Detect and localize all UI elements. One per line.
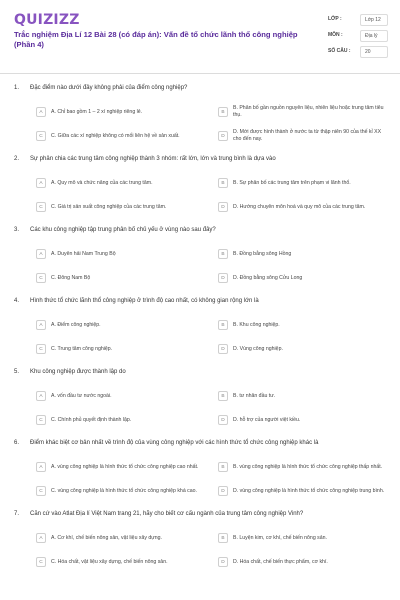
question-text: Các khu công nghiệp tập trung phân bố chủ yếu ở vùng nào sau đây? xyxy=(30,227,216,233)
answer-option[interactable] xyxy=(218,482,386,500)
meta-count-row xyxy=(328,46,388,58)
option-text: C. vùng công nghiệp là hình thức tổ chức công nghiệp khá cao. xyxy=(51,487,197,494)
quizizz-logo: QUIZIZZ xyxy=(14,12,80,28)
option-letter-box[interactable]: B xyxy=(218,249,228,259)
option-letter-box[interactable]: C xyxy=(36,486,46,496)
question-item xyxy=(14,510,386,581)
answer-option[interactable] xyxy=(218,103,386,121)
question-text: Hình thức tổ chức lãnh thổ công nghiệp ở trình độ cao nhất, có không gian rộng lớn là xyxy=(30,298,259,304)
subject-value-field: Địa lý xyxy=(360,30,388,42)
count-label: SỐ CÂU : xyxy=(328,48,351,54)
option-text: B. tư nhân đầu tư. xyxy=(233,392,276,399)
option-letter-box[interactable]: B xyxy=(218,178,228,188)
option-letter-box[interactable]: B xyxy=(218,462,228,472)
answer-option[interactable] xyxy=(36,316,204,334)
question-spacer xyxy=(14,287,386,297)
option-letter-box[interactable]: C xyxy=(36,557,46,567)
question-spacer xyxy=(14,358,386,368)
subject-label: MÔN : xyxy=(328,32,343,38)
option-letter-box[interactable]: D xyxy=(218,273,228,283)
answer-option[interactable] xyxy=(218,553,386,571)
question-number: 2. xyxy=(14,156,20,162)
option-letter-box[interactable]: B xyxy=(218,107,228,117)
question-header xyxy=(14,368,386,384)
option-letter-box[interactable]: A xyxy=(36,107,46,117)
question-number: 3. xyxy=(14,227,20,233)
option-text: A. Cơ khí, chế biến nông sản, vật liệu xây dựng. xyxy=(51,534,162,541)
question-text: Điểm khác biệt cơ bản nhất về trình độ của vùng công nghiệp với các hình thức tổ chức công nghiệp khác là xyxy=(30,440,319,446)
question-text: Khu công nghiệp được thành lập do xyxy=(30,369,126,375)
option-letter-box[interactable]: A xyxy=(36,533,46,543)
answer-options xyxy=(36,245,386,287)
option-text: B. Đồng bằng sông Hồng xyxy=(233,250,292,257)
option-text: B. Khu công nghiệp. xyxy=(233,321,280,328)
option-letter-box[interactable]: D xyxy=(218,344,228,354)
option-text: A. Chỉ bao gồm 1 – 2 xí nghiệp riêng lẻ. xyxy=(51,108,143,115)
option-letter-box[interactable]: A xyxy=(36,178,46,188)
option-letter-box[interactable]: D xyxy=(218,486,228,496)
answer-options xyxy=(36,458,386,500)
option-letter-box[interactable]: B xyxy=(218,320,228,330)
option-letter-box[interactable]: A xyxy=(36,249,46,259)
option-text: C. Hóa chất, vật liệu xây dựng, chế biến nông sản. xyxy=(51,558,168,565)
question-text: Căn cứ vào Atlat Địa lí Việt Nam trang 21, hãy cho biết cơ cấu ngành của trung tâm công nghiệp Vinh? xyxy=(30,511,304,517)
question-header xyxy=(14,84,386,100)
question-spacer xyxy=(14,571,386,581)
option-text: C. Trung tâm công nghiệp. xyxy=(51,345,113,352)
option-text: B. Sự phân bố các trung tâm trên phạm vi lãnh thổ. xyxy=(233,179,351,186)
answer-option[interactable] xyxy=(36,411,204,429)
option-letter-box[interactable]: C xyxy=(36,273,46,283)
class-value-field: Lớp 12 xyxy=(360,14,388,26)
option-text: B. Phân bố gần nguồn nguyên liệu, nhiên liệu hoặc trung tâm tiêu thụ. xyxy=(233,105,384,118)
option-letter-box[interactable]: C xyxy=(36,131,46,141)
answer-option[interactable] xyxy=(36,482,204,500)
question-spacer xyxy=(14,500,386,510)
answer-option[interactable] xyxy=(36,198,204,216)
answer-option[interactable] xyxy=(218,529,386,547)
question-number: 5. xyxy=(14,369,20,375)
option-text: A. Quy mô và chức năng của các trung tâm. xyxy=(51,179,153,186)
option-text: D. Vùng công nghiệp. xyxy=(233,345,283,352)
option-text: D. Hóa chất, chế biến thực phẩm, cơ khí. xyxy=(233,558,328,565)
option-text: C. Giữa các xí nghiệp không có mối liên hệ về sản xuất. xyxy=(51,132,180,139)
worksheet-title: Trắc nghiệm Địa Lí 12 Bài 28 (có đáp án): Vấn đề tổ chức lãnh thổ công nghiệp (Phần 4) xyxy=(14,30,298,49)
answer-option[interactable] xyxy=(36,269,204,287)
question-list xyxy=(0,84,400,581)
meta-class-row xyxy=(328,14,388,26)
question-header xyxy=(14,226,386,242)
option-letter-box[interactable]: A xyxy=(36,391,46,401)
question-spacer xyxy=(14,145,386,155)
answer-option[interactable] xyxy=(36,103,204,121)
option-letter-box[interactable]: B xyxy=(218,533,228,543)
option-letter-box[interactable]: D xyxy=(218,202,228,212)
option-text: B. Luyện kim, cơ khí, chế biến nông sản. xyxy=(233,534,327,541)
option-letter-box[interactable]: D xyxy=(218,415,228,425)
question-number: 6. xyxy=(14,440,20,446)
option-letter-box[interactable]: C xyxy=(36,344,46,354)
question-item xyxy=(14,368,386,439)
question-number: 1. xyxy=(14,85,20,91)
option-letter-box[interactable]: C xyxy=(36,415,46,425)
option-letter-box[interactable]: A xyxy=(36,462,46,472)
answer-option[interactable] xyxy=(36,174,204,192)
question-item xyxy=(14,155,386,226)
question-header xyxy=(14,510,386,526)
question-item xyxy=(14,439,386,510)
answer-option[interactable] xyxy=(218,245,386,263)
count-value-field: 20 xyxy=(360,46,388,58)
answer-option[interactable] xyxy=(36,245,204,263)
answer-option[interactable] xyxy=(218,387,386,405)
question-number: 4. xyxy=(14,298,20,304)
question-number: 7. xyxy=(14,511,20,517)
option-text: C. Chính phủ quyết định thành lập. xyxy=(51,416,132,423)
option-text: A. Duyên hải Nam Trung Bộ xyxy=(51,250,116,257)
option-text: D. vùng công nghiệp là hình thức tổ chức công nghiệp trung bình. xyxy=(233,487,385,494)
answer-option[interactable] xyxy=(36,458,204,476)
option-text: A. vùng công nghiệp là hình thức tổ chức công nghiệp cao nhất. xyxy=(51,463,199,470)
question-item xyxy=(14,297,386,368)
answer-option[interactable] xyxy=(218,127,386,145)
answer-option[interactable] xyxy=(36,127,204,145)
option-text: D. Đồng bằng sông Cửu Long xyxy=(233,274,303,281)
option-letter-box[interactable]: D xyxy=(218,557,228,567)
answer-options xyxy=(36,529,386,571)
answer-option[interactable] xyxy=(36,340,204,358)
option-letter-box[interactable]: D xyxy=(218,131,228,141)
question-header xyxy=(14,155,386,171)
answer-option[interactable] xyxy=(218,174,386,192)
question-item xyxy=(14,84,386,155)
class-label: LỚP : xyxy=(328,16,342,22)
option-text: A. vốn đầu tư nước ngoài. xyxy=(51,392,112,399)
question-text: Sự phân chia các trung tâm công nghiệp thành 3 nhóm: rất lớn, lớn và trung bình là dựa vào xyxy=(30,156,276,162)
question-header xyxy=(14,297,386,313)
answer-option[interactable] xyxy=(218,198,386,216)
meta-subject-row xyxy=(328,30,388,42)
answer-options xyxy=(36,316,386,358)
option-text: C. Giá trị sản xuất công nghiệp của các trung tâm. xyxy=(51,203,167,210)
option-letter-box[interactable]: B xyxy=(218,391,228,401)
worksheet-header xyxy=(0,0,400,74)
option-text: D. hỗ trợ của người việt kiều. xyxy=(233,416,301,423)
question-spacer xyxy=(14,429,386,439)
option-text: D. Mới được hình thành ở nước ta từ thập niên 90 của thế kỉ XX cho đến nay. xyxy=(233,129,382,142)
answer-options xyxy=(36,103,386,145)
answer-option[interactable] xyxy=(218,340,386,358)
answer-option[interactable] xyxy=(36,387,204,405)
answer-options xyxy=(36,174,386,216)
answer-option[interactable] xyxy=(218,269,386,287)
option-text: C. Đông Nam Bộ xyxy=(51,274,91,281)
answer-option[interactable] xyxy=(36,529,204,547)
option-letter-box[interactable]: C xyxy=(36,202,46,212)
question-item xyxy=(14,226,386,297)
answer-option[interactable] xyxy=(218,316,386,334)
question-spacer xyxy=(14,216,386,226)
question-header xyxy=(14,439,386,455)
question-text: Đặc điểm nào dưới đây không phải của điểm công nghiệp? xyxy=(30,85,188,91)
option-text: A. Điểm công nghiệp. xyxy=(51,321,101,328)
option-text: D. Hướng chuyên môn hoá và quy mô của các trung tâm. xyxy=(233,203,366,210)
answer-option[interactable] xyxy=(36,553,204,571)
answer-options xyxy=(36,387,386,429)
answer-option[interactable] xyxy=(218,458,386,476)
option-letter-box[interactable]: A xyxy=(36,320,46,330)
option-text: B. vùng công nghiệp là hình thức tổ chức công nghiệp thấp nhất. xyxy=(233,463,383,470)
worksheet-meta xyxy=(328,14,388,62)
answer-option[interactable] xyxy=(218,411,386,429)
